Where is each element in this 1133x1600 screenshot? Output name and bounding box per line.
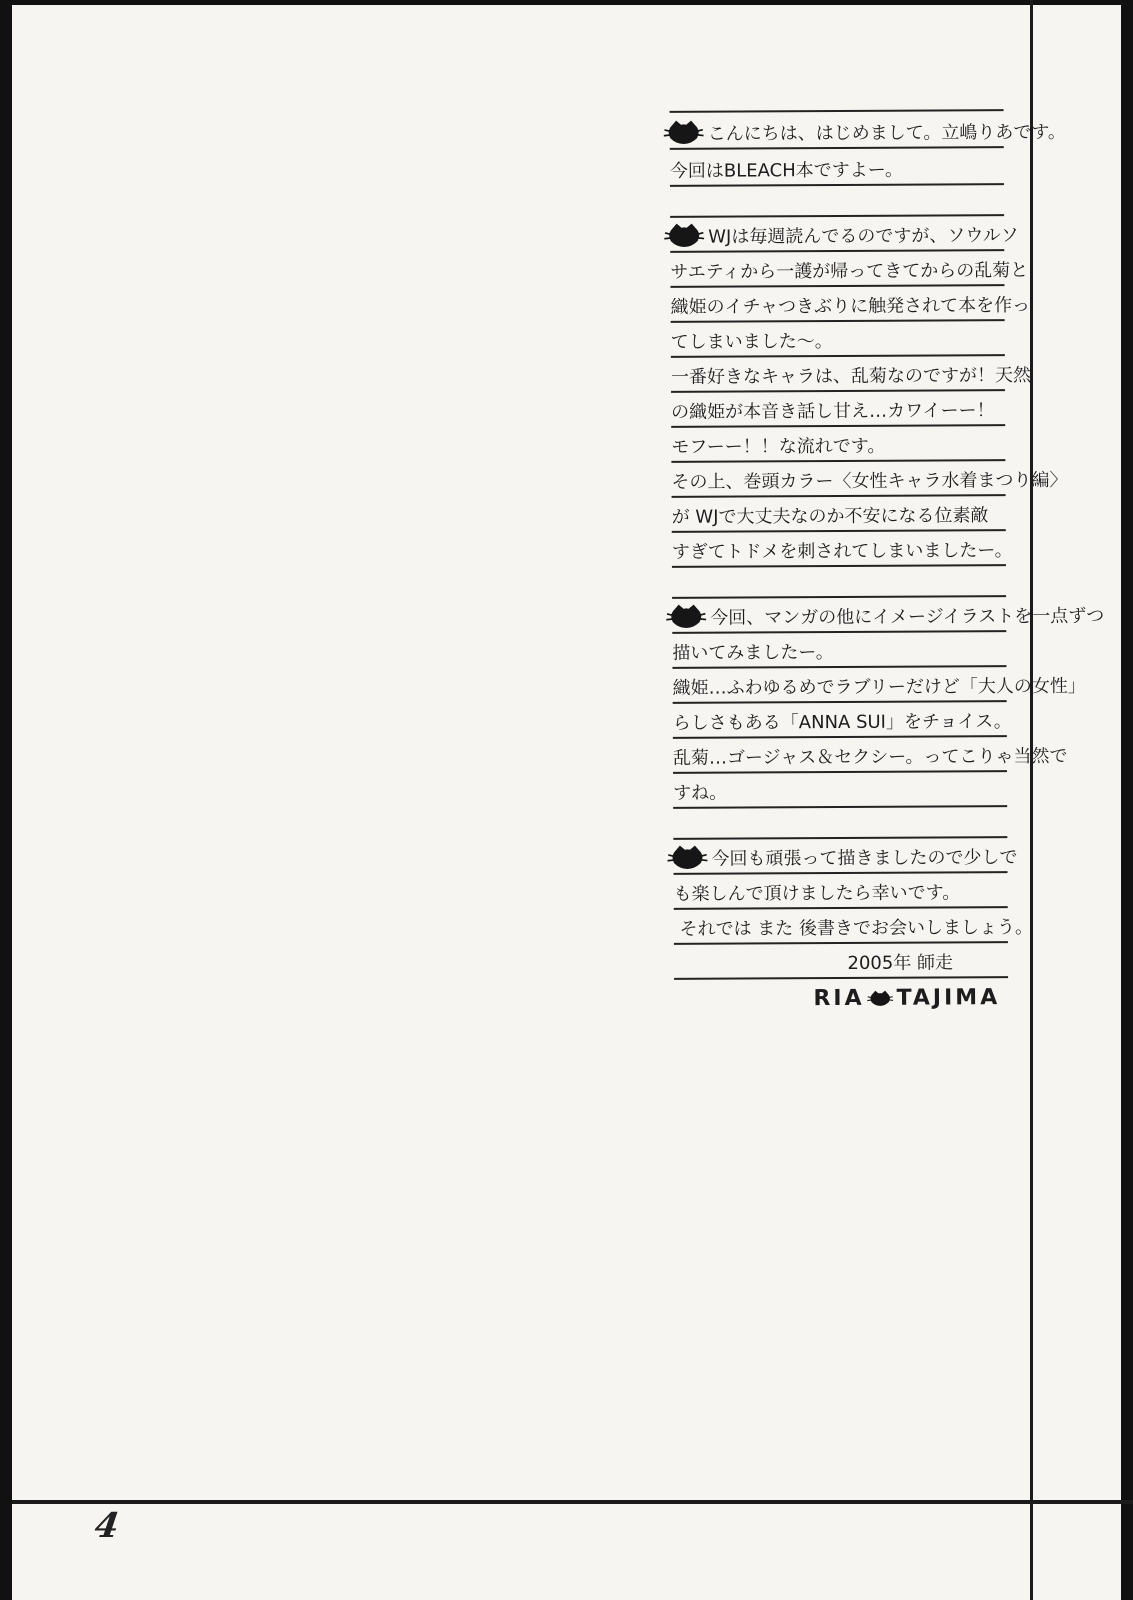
- cat-head-icon: [666, 604, 706, 629]
- text-row: [672, 597, 1105, 634]
- cat-head-icon: [664, 223, 704, 248]
- text-row: [673, 772, 1007, 809]
- text-row: [670, 356, 1032, 393]
- afterword-block: [673, 836, 1034, 1017]
- handwritten-text: も楽しんで頂けましたら幸いです。: [673, 882, 961, 906]
- text-row: [674, 873, 1008, 910]
- handwritten-text: 今回、マンガの他にイメージイラストを一点ずつ: [710, 605, 1105, 629]
- footer-rule-line: [12, 1500, 1133, 1504]
- signature-name-right: TAJIMA: [896, 985, 1001, 1011]
- text-row: [670, 216, 1019, 253]
- right-scan-edge: [1121, 0, 1133, 1600]
- artist-signature: [674, 978, 1008, 1017]
- page-number: 4: [92, 1506, 122, 1546]
- text-row: [672, 737, 1068, 774]
- handwritten-text: 2005年 師走: [847, 952, 954, 975]
- text-row: [670, 148, 1004, 187]
- handwritten-text: こんにちは、はじめまして。立嶋りあです。: [707, 122, 1066, 145]
- handwritten-text: が WJで大丈夫なのか不安になる位素敵: [671, 505, 989, 529]
- handwritten-text: てしまいました〜。: [670, 331, 833, 354]
- handwritten-text: の織姫が本音き話し甘え…カワイーー！: [671, 400, 995, 424]
- top-scan-edge: [0, 0, 1133, 5]
- text-row: [671, 426, 1005, 463]
- handwritten-text: WJは毎週読んでるのですが、ソウルソ: [708, 225, 1019, 248]
- handwritten-text: 乱菊…ゴージャス＆セクシー。ってこりゃ当然で: [672, 746, 1068, 770]
- handwritten-text: 今回も頑張って描きましたので少しで: [711, 847, 1018, 870]
- handwritten-text: すぎてトドメを刺されてしまいましたー。: [671, 540, 1013, 564]
- text-row: [673, 908, 1034, 945]
- cat-head-icon: [667, 845, 707, 870]
- afterword-block: [670, 214, 1068, 568]
- text-row: [672, 496, 1006, 533]
- handwritten-text: モフーー！！な流れです。: [671, 436, 886, 459]
- handwritten-text: 織姫…ふわゆるめでラブリーだけど「大人の女性」: [672, 676, 1086, 700]
- text-row: [671, 461, 1068, 498]
- afterword-block: [669, 109, 1066, 187]
- afterword-block: [672, 595, 1105, 809]
- text-row: [672, 702, 1012, 739]
- text-row: [671, 391, 1005, 428]
- text-row: [674, 943, 1008, 980]
- handwritten-text: らしさもある「ANNA SUI」をチョイス。: [672, 711, 1012, 735]
- afterword-column: [669, 109, 1105, 1046]
- handwritten-text: 織姫のイチャつきぶりに触発されて本を作っ: [670, 295, 1031, 319]
- cat-head-icon: [868, 990, 894, 1007]
- text-row: [670, 111, 1066, 150]
- cat-head-icon: [664, 120, 704, 145]
- left-scan-edge: [0, 0, 12, 1600]
- handwritten-text: すね。: [673, 782, 728, 805]
- text-row: [671, 531, 1013, 568]
- text-row: [670, 251, 1029, 288]
- handwritten-text: 描いてみましたー。: [672, 642, 834, 665]
- handwritten-text: 一番好きなキャラは、乱菊なのですが！天然: [670, 365, 1032, 389]
- text-row: [672, 632, 1006, 669]
- text-row: [673, 838, 1018, 875]
- signature-name-left: RIA: [813, 985, 865, 1011]
- handwritten-text: サエティから一護が帰ってきてからの乱菊と: [670, 260, 1029, 284]
- text-row: [670, 286, 1031, 323]
- handwritten-text: それでは また 後書きでお会いしましょう。: [673, 917, 1034, 941]
- handwritten-text: その上、巻頭カラー〈女性キャラ水着まつり編〉: [671, 470, 1068, 494]
- handwritten-text: 今回はBLEACH本ですよー。: [669, 159, 904, 183]
- text-row: [672, 667, 1086, 704]
- text-row: [671, 321, 1005, 358]
- page-frame-vertical-line: [1030, 0, 1033, 1600]
